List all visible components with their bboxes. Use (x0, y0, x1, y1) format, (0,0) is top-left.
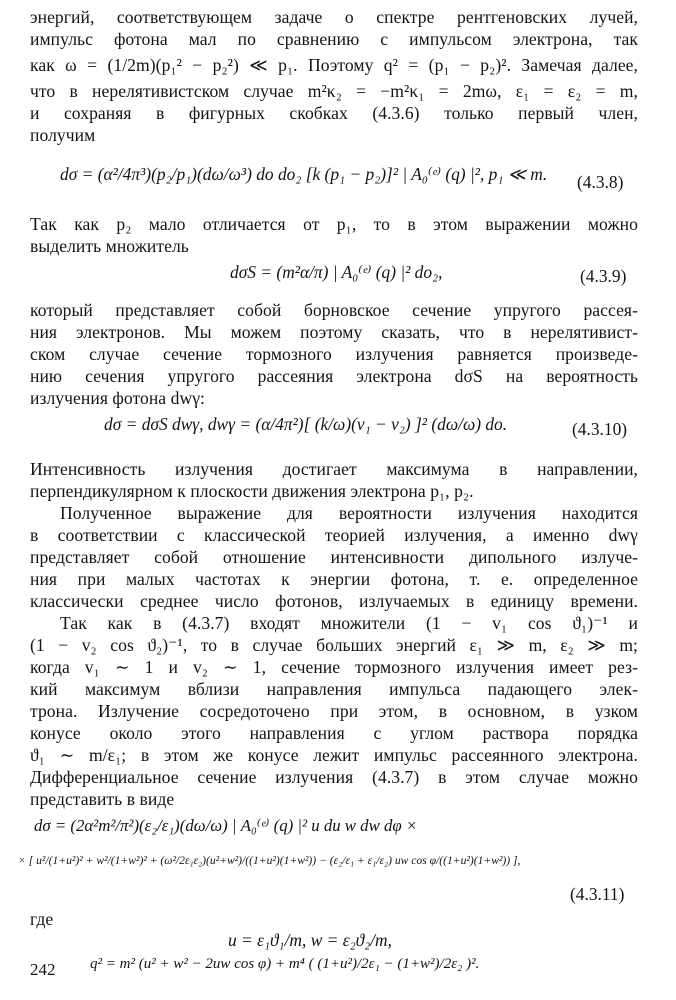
text-line: ния электронов. Мы можем поэтому сказать, что в нерелятивист- (30, 322, 638, 342)
text-line: конусе около этого направления с углом раствора порядка (30, 723, 638, 743)
text-line: перпендикулярном к плоскости движения электрона p₁, p₂. (30, 481, 474, 501)
text-line: (1 − v₂ cos ϑ₂)⁻¹, то в случае больших энергий ε₁ ≫ m, ε₂ ≫ m; (30, 635, 638, 655)
text-line: Так как в (4.3.7) входят множители (1 − v₁ cos ϑ₁)⁻¹ и (60, 613, 638, 633)
text-line: где (30, 909, 54, 929)
text-line: и сохраняя в фигурных скобках (4.3.6) только первый член, (30, 103, 638, 123)
equation-4-3-8: dσ = (α²/4π³)(p₂/p₁)(dω/ω³) do do₂ [k (p₁ − p₂)]² | A₀⁽ᵉ⁾ (q) |², p₁ ≪ m. (60, 164, 548, 184)
text-line: Полученное выражение для вероятности излучения находится (60, 503, 638, 523)
text-line: классически среднее число фотонов, излучаемых в единицу времени. (30, 591, 638, 611)
definition-u-w: u = ε₁ϑ₁/m, w = ε₂ϑ₂/m, (228, 930, 392, 950)
text-line: трона. Излучение сосредоточено при этом, в основном, в узком (30, 701, 638, 721)
equation-4-3-11-line2: × [ u²/(1+u²)² + w²/(1+w²)² + (ω²/2ε₁ε₂)(u²+w²)/((1+u²)(1+w²)) − (ε₂/ε₁ + ε₁/ε₂) uw cos φ/((1+u²)(1+w²)) ], (18, 854, 521, 867)
text-line: Так как p₂ мало отличается от p₁, то в этом выражении можно (30, 214, 638, 234)
text-line: представить в виде (30, 789, 175, 809)
text-line: в соответствии с классической теорией излучения, а именно dwγ (30, 525, 638, 545)
text-line: Интенсивность излучения достигает максимума в направлении, (30, 459, 638, 479)
text-line: ϑ₁ ∼ m/ε₁; в этом же конусе лежит импульс рассеянного электрона. (30, 745, 638, 765)
page-number: 242 (30, 960, 56, 979)
equation-number: (4.3.8) (577, 172, 624, 192)
text-line: который представляет собой борновское сечение упругого рассея- (30, 300, 638, 320)
text-line: энергий, соответствующем задаче о спектре рентгеновских лучей, (30, 7, 638, 27)
equation-number: (4.3.11) (570, 884, 625, 904)
equation-4-3-10: dσ = dσS dwγ, dwγ = (α/4π²)[ (k/ω)(v₁ − v₂) ]² (dω/ω) do. (104, 414, 508, 434)
text-line: получим (30, 125, 96, 145)
text-line: как ω = (1/2m)(p₁² − p₂²) ≪ p₁. Поэтому q² = (p₁ − p₂)². Замечая далее, (30, 55, 638, 75)
text-line: когда v₁ ∼ 1 и v₂ ∼ 1, сечение тормозного излучения имеет рез- (30, 657, 638, 677)
text-line: представляет собой отношение интенсивности дипольного излуче- (30, 547, 638, 567)
equation-4-3-11-line1: dσ = (2α²m²/π²)(ε₂/ε₁)(dω/ω) | A₀⁽ᵉ⁾ (q) |² u du w dw dφ × (34, 816, 418, 835)
equation-number: (4.3.10) (572, 419, 628, 439)
equation-4-3-9: dσS = (m²α/π) | A₀⁽ᵉ⁾ (q) |² do₂, (230, 262, 443, 282)
definition-q-squared: q² = m² (u² + w² − 2uw cos φ) + m⁴ ( (1+u²)/2ε₁ − (1+w²)/2ε₂ )². (90, 956, 480, 972)
text-line: ния при малых частотах к энергии фотона, т. е. определенное (30, 569, 638, 589)
text-line: кий максимум вблизи направления импульса падающего элек- (30, 679, 638, 699)
text-line: Дифференциальное сечение излучения (4.3.7) в этом случае можно (30, 767, 638, 787)
text-line: ском случае сечение тормозного излучения равняется произведе- (30, 344, 638, 364)
text-line: что в нерелятивистском случае m²κ₂ = −m²κ₁ = 2mω, ε₁ = ε₂ = m, (30, 81, 638, 101)
equation-number: (4.3.9) (580, 266, 627, 286)
text-line: нию сечения упругого рассеяния электрона dσS на вероятность (30, 366, 638, 386)
text-line: выделить множитель (30, 236, 189, 256)
text-line: излучения фотона dwγ: (30, 388, 205, 408)
text-line: импульс фотона мал по сравнению с импульсом электрона, так (30, 29, 638, 49)
